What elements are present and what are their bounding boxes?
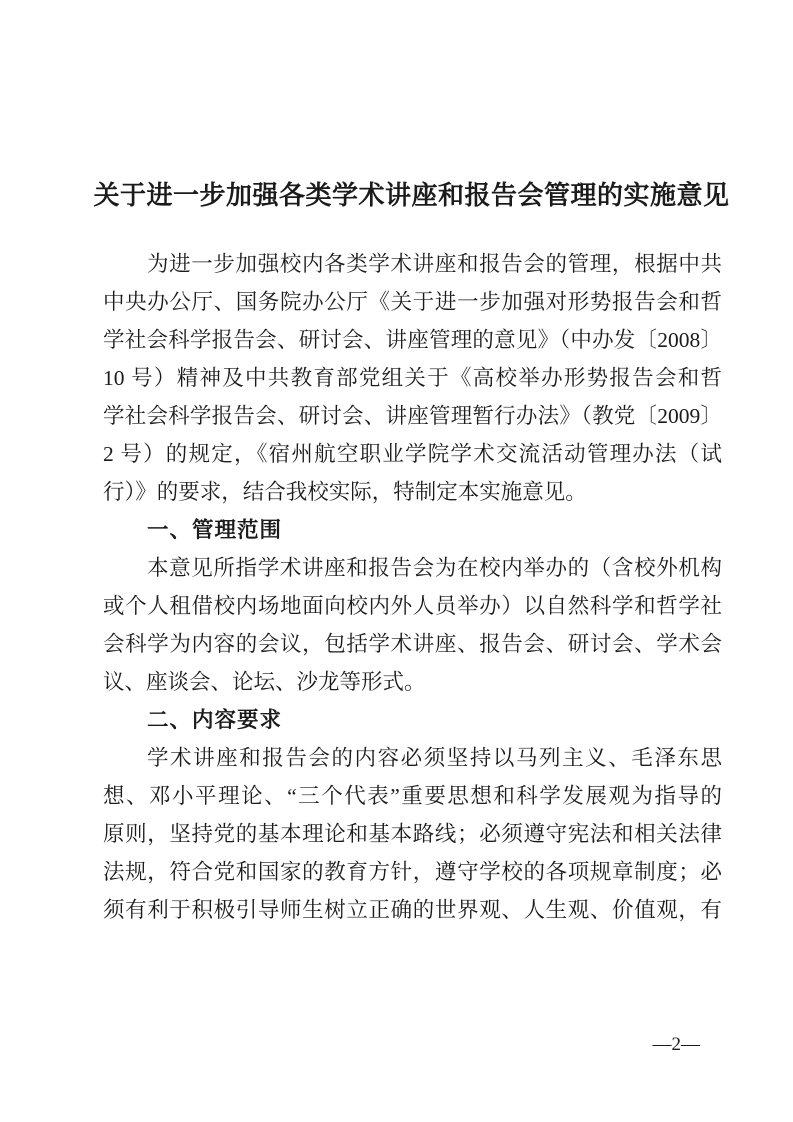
section-management-scope [103, 511, 722, 701]
document-title: 关于进一步加强各类学术讲座和报告会管理的实施意见 [93, 181, 730, 211]
page-number: —2— [652, 1034, 700, 1055]
body-line: 行）》的要求，结合我校实际，特制定本实施意见。 [103, 480, 587, 504]
body-line: 10 号）精神及中共教育部党组关于《高校举办形势报告会和哲 [103, 366, 722, 390]
body-line: 法规，符合党和国家的教育方针，遵守学校的各项规章制度；必 [103, 860, 722, 884]
body-line: 议、座谈会、论坛、沙龙等形式。 [103, 670, 426, 694]
body-line: 学社会科学报告会、研讨会、讲座管理的意见》（中办发〔2008〕 [103, 328, 722, 352]
body-line: 学社会科学报告会、研讨会、讲座管理暂行办法》（教党〔2009〕 [103, 404, 722, 428]
body-line: 或个人租借校内场地面向校内外人员举办）以自然科学和哲学社 [103, 594, 722, 618]
body-line: 会科学为内容的会议，包括学术讲座、报告会、研讨会、学术会 [103, 632, 722, 656]
body-line: 原则，坚持党的基本理论和基本路线；必须遵守宪法和相关法律 [103, 822, 722, 846]
opening-paragraph [103, 245, 722, 511]
body-line: 学术讲座和报告会的内容必须坚持以马列主义、毛泽东思 [147, 746, 722, 770]
body-line: 想、邓小平理论、“三个代表”重要思想和科学发展观为指导的 [103, 784, 722, 808]
body-line: 须有利于积极引导师生树立正确的世界观、人生观、价值观，有 [103, 898, 722, 922]
document-body [103, 245, 722, 929]
section-heading: 二、内容要求 [147, 708, 283, 732]
body-line: 中央办公厅、国务院办公厅《关于进一步加强对形势报告会和哲 [103, 290, 722, 314]
body-line: 为进一步加强校内各类学术讲座和报告会的管理，根据中共 [147, 252, 722, 276]
section-content-requirements [103, 701, 722, 929]
section-heading: 一、管理范围 [147, 518, 283, 542]
body-line: 2 号）的规定，《宿州航空职业学院学术交流活动管理办法（试 [103, 442, 722, 466]
body-line: 本意见所指学术讲座和报告会为在校内举办的（含校外机构 [147, 556, 722, 580]
